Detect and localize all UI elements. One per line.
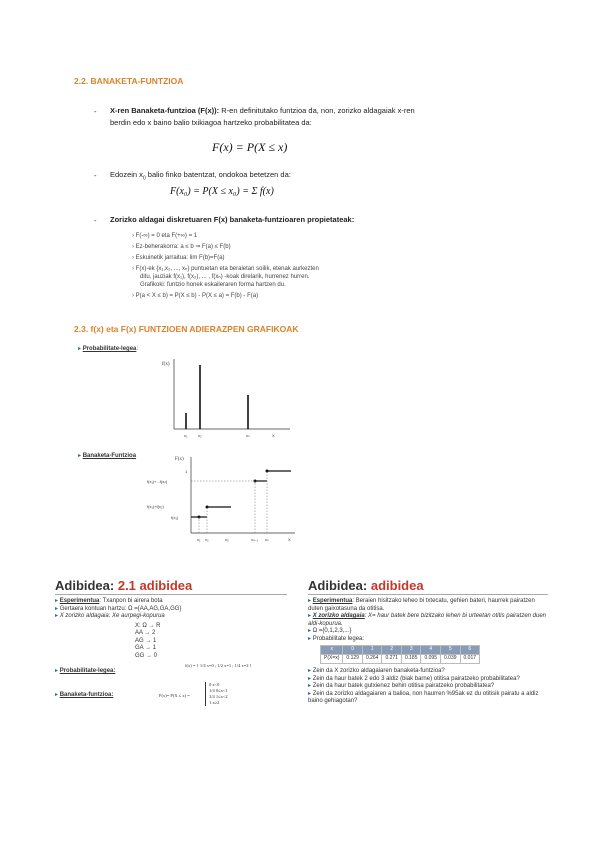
pmf-tick-x1: x₁ <box>184 433 188 438</box>
prob-law-label: ▸ Probabilitate-legea: <box>78 346 139 352</box>
definition-text: R-en definitutako funtzioa da, non, zorizko aldagaiak x-ren <box>219 106 415 115</box>
property-item-cont: Grafikoki: funtzio honek eskaileraren forma hartzen du. <box>140 282 286 288</box>
formula-fx: F(x) = P(X ≤ x) <box>212 140 288 154</box>
fixed-value-sub: 0 <box>142 175 146 182</box>
cdf-ytick-sum2: f(x₁)+f(x₂) <box>147 504 164 509</box>
bullet-arrow-icon: ▸ <box>78 453 82 459</box>
property-item: › Eskuinetik jarraitua: lim F(b)=F(a) <box>132 255 225 261</box>
definition-term: X-ren Banaketa-funtzioa (F(x)): <box>110 106 220 115</box>
slide1-mapping: X: Ω → R AA → 2 AG → 1 GA → 1 GG → 0 <box>135 622 161 659</box>
property-item: › F(x)-ek {x₁,x₂, ..., xₙ} puntuetan eta beraietan soilik, etenak aurkezten <box>132 266 319 272</box>
section-heading-2-2: 2.2. BANAKETA-FUNTZIOA <box>74 76 184 86</box>
pmf-ylabel: f(x) <box>162 362 170 367</box>
fixed-value-text: Edozein x <box>110 170 143 179</box>
bullet-dash: - <box>94 216 97 225</box>
pmf-tick-x2: x₂ <box>198 433 202 438</box>
bullet-dash: - <box>94 171 97 180</box>
properties-heading: Zorizko aldagai diskretuaren F(x) banaketa-funtzioaren propietateak: <box>110 215 355 224</box>
definition-text-line2: berdin edo x baino balio txikiagoa hartzeko probabilitatea da: <box>110 118 312 127</box>
cdf-xtick: x₃ <box>225 537 229 542</box>
bullet-dash: - <box>94 107 97 116</box>
slide-example-otitis <box>308 578 548 778</box>
slide-example-2-1 <box>55 578 287 758</box>
slide1-cdf: ▸ Banaketa-funtzioa: F(x)= P(X ≤ x) = 0 x<0 1/4 0≤x<1 3/4 1≤x<2 1 x≥2 <box>55 682 228 705</box>
cdf-ylabel: F(x) <box>175 457 184 462</box>
property-item: › P(a < X ≤ b) = P(X ≤ b) - P(X ≤ a) = F(b) - F(a) <box>132 293 259 299</box>
slide1-body: ▸ Esperimentua: Txanpon bi airera bota ▸ Gertaera kontuan hartzu: Ω ={AA,AG,GA,GG} ▸ X zorizko aldagaia: Xe aurpegi-kopurua X: Ω → R AA → 2 AG → 1 GA → 1 GG → 0 ▸ Probabilitate-legea: f(x) = { 1/4 x=0 ; 1/2 x=1 ; 1/4 x=2 } ▸ Banaketa-funtzioa: F(x)= P(X ≤ x) = 0 x<0 1/4 0≤x<1 3/4 1≤x<2 1 x≥2 <box>55 598 287 722</box>
formula-fx0: F(x₀) = P(X ≤ x₀) = Σ f(x) <box>170 186 274 197</box>
cdf-xtick: x₁ <box>197 537 201 542</box>
cdf-xtick: xₙ₋₁ <box>251 537 259 542</box>
cdf-ytick-sumn: f(x₁)+...f(xₙ) <box>147 479 168 484</box>
cdf-label <box>78 452 136 459</box>
cdf-ytick-1: 1 <box>185 469 188 474</box>
pmf-tick-X: X <box>272 433 275 438</box>
property-item-cont: ditu, jauziak f(x₁), f(x₂), ... , f(xₙ) -koak direlarik, hurrenez hurren. <box>140 274 310 280</box>
pmf-chart <box>160 355 310 443</box>
pmf-tick-xn: xₙ <box>246 433 250 438</box>
properties-list <box>132 232 432 300</box>
slide1-prob-law: ▸ Probabilitate-legea: f(x) = { 1/4 x=0 ; 1/2 x=1 ; 1/4 x=2 } <box>55 663 252 674</box>
slide2-body: ▸ Esperimentua: Beraien hisitzako leheo bi txtecatu, gehien bateri, haurrek pairatzen duten gaixotasuna da otitisa. ▸ X zorizko aldagaia: X= haur batek bere bizitzako lehen bi urteetan otitis pairatzen duen aldi-kopurua. ▸ Ω ={0,1,2,3,...} ▸ Probabilitate legea: x 0 1 2 3 4 5 6 P(X=x) 0.129 0.264 0.271 0.185 0.095 0.039 0.017 ▸ Zein da X zorizko aldagaiaren banaketa-funtzioa? ▸ Zein da haur batek 2 edo 3 aldiz (biak barne) otitisa pairatzeko probabilitatea? ▸ Zein da haur batek gutxienez behin otitisa pairatzeko probabilitatea? ▸ Zein da zorizko aldagaiaren a balioa, non haurren %95ak ez du otitisik pairatu a aldiz baino gehiagotan? <box>308 598 547 704</box>
cdf-chart <box>145 453 305 545</box>
prob-law-text: Probabilitate-legea <box>82 346 137 352</box>
definition-paragraph <box>110 106 530 131</box>
slide2-title: Adibidea: adibidea <box>308 578 424 593</box>
cdf-xtick: xₙ <box>265 537 269 542</box>
prob-table <box>320 645 480 664</box>
cdf-ytick-fx1: f(x₁) <box>171 515 179 520</box>
prob-table-row: P(X=x) 0.129 0.264 0.271 0.185 0.095 0.039 0.017 <box>321 655 480 664</box>
prob-table-header: x 0 1 2 3 4 5 6 <box>321 646 480 655</box>
cdf-xtick: x₂ <box>205 537 209 542</box>
property-item: › F(-∞) = 0 eta F(+∞) = 1 <box>132 233 198 239</box>
cdf-xtick: X <box>288 537 291 542</box>
fixed-value-rest: balio finko batentzat, ondokoa betetzen da: <box>145 170 291 179</box>
slide1-title: Adibidea: 2.1 adibidea <box>55 578 193 593</box>
property-item: › Ez-beherakorra: a ≤ b ⇒ F(a) ≤ F(b) <box>132 244 231 250</box>
cdf-label-text: Banaketa-Funtzioa <box>82 453 137 459</box>
slide2-divider <box>308 594 548 595</box>
section-heading-2-3: 2.3. f(x) eta F(x) FUNTZIOEN ADIERAZPEN GRAFIKOAK <box>74 324 299 334</box>
bullet-arrow-icon: ▸ <box>78 346 82 352</box>
fixed-value-paragraph <box>110 170 291 182</box>
slide1-divider <box>55 594 287 595</box>
